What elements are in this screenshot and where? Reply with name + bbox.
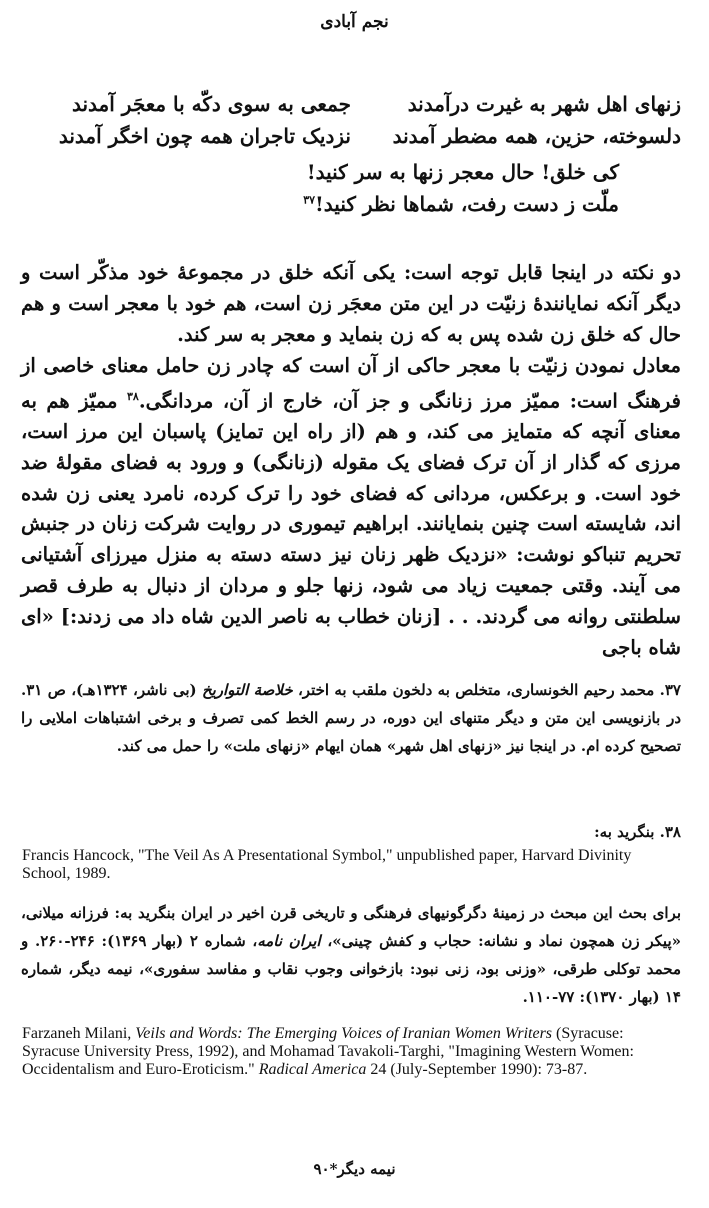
- poem-line-1: کی خلق! حال معجر زنها به سر کنید!: [306, 160, 619, 184]
- book-title: Veils and Words: The Emerging Voices of Iranian Women Writers: [135, 1025, 553, 1042]
- footnote-38-heading: ۳۸. بنگرید به:: [594, 823, 681, 841]
- body-text: ممیّز هم به معنای آنچه که متمایز می کند، و هم (از راه این تمایز) پاسبان این مرز است، مرزی که گذار از آن ترک فضای یک مقوله (زنانگی) و ورود به فضای مقولهٔ ضد خود است. و برعکس، مردانی که فضای خود را ترک کرده، نامرد یعنی زن شده اند، شایسته است چنین بنمایانند. ابراهیم تیموری در روایت شرکت زنان در جنبش تحریم تنباکو نوشت: «نزدیک ظهر زنان نیز دسته دسته به منزل میرزای آشتیانی می آیند. وقتی جمعیت زیاد می شود، زنها جلو و مردان از دنبال به طرف قصر سلطنتی روانه می گردند. . . [زنان خطاب به ناصر الدین شاه داد می زدند:] «ای شاه باجی: [21, 389, 681, 659]
- footnote-marker: ۳۷: [303, 193, 316, 207]
- footnote-text: ، شماره ۲ (بهار ۱۳۶۹): ۲۴۶-۲۶۰. و محمد توکلی طرقی، «وزنی بود، زنی نبود: بازخوانی وجوب نقاب و مفاسد سفوری»، نیمه دیگر، شماره ۱۴ (بهار ۱۳۷۰): ۷۷-۱۱۰.: [21, 932, 681, 1006]
- poem-couplet-2: [21, 124, 681, 158]
- footnote-text: ۳۷. محمد رحیم الخونساری، متخلص به دلخون ملقب به اختر،: [292, 681, 681, 699]
- footnote-text: (بی ناشر، ۱۳۲۴هـ)، ص ۳۱. در بازنویسی این متن و دیگر متنهای این دوره، در رسم الخط کمی تصرف و برخی اشتباهات املایی را تصحیح کرده ام. در اینجا نیز «زنهای اهل شهر» همان ایهام «زنهای ملت» را حمل می کند.: [21, 681, 681, 755]
- footnote-38-persian: [21, 899, 681, 1011]
- poem-line-2: [303, 192, 619, 216]
- footnote-text: برای بحث این مبحث در زمینهٔ دگرگونیهای فرهنگی و تاریخی قرن اخیر در ایران بنگرید به: فرزانه میلانی، «پیکر زن همچون نماد و نشانه: حجاب و کفش چینی»،: [21, 904, 681, 950]
- footnote-37: [21, 676, 681, 760]
- reference-text: Farzaneh Milani,: [22, 1025, 136, 1042]
- body-paragraph-2: [21, 351, 681, 663]
- poem-hemistich: زنهای اهل شهر به غیرت درآمدند: [407, 92, 681, 116]
- reference-milani: [22, 1025, 662, 1079]
- reference-text: 24 (July-September 1990): 73-87.: [366, 1061, 588, 1078]
- running-header: نجم آبادی: [320, 12, 389, 32]
- reference-text: (Syracuse: Syracuse University Press, 1992), and Mohamad Tavakoli-Targhi, "Imagining Western Women: Occidentalism and Euro-Eroticism.": [22, 1025, 634, 1078]
- poem-couplet-1: [21, 92, 681, 126]
- body-paragraph-1: دو نکته در اینجا قابل توجه است: یکی آنکه خلق در مجموعهٔ خود مذکّر است و دیگر آنکه نمایانندهٔ زنیّت در این متن معجَر زن است، هم خود با معجر است و هم حال که خلق زن شده پس به که زن بنماید و معجر به سر کند.: [21, 261, 681, 346]
- poem-hemistich: نزدیک تاجران همه چون اخگر آمدند: [58, 124, 351, 148]
- page-footer: نیمه دیگر*۹۰: [313, 1160, 396, 1178]
- reference-hancock: Francis Hancock, "The Veil As A Presentational Symbol," unpublished paper, Harvard Divinity School, 1989.: [22, 847, 632, 882]
- footnote-marker: ۳۸: [127, 389, 139, 403]
- journal-title: Radical America: [258, 1061, 367, 1078]
- journal-title: ایران نامه: [257, 932, 321, 950]
- poem-hemistich: جمعی به سوی دکّه با معجَر آمدند: [71, 92, 351, 116]
- body-text: معادل نمودن زنیّت با معجر حاکی از آن است که چادر زن حامل معنای خاصی از فرهنگ است: ممیّز مرز زنانگی و جز آن، خارج از آن، مردانگی.: [21, 354, 681, 413]
- book-title: خلاصة التواریخ: [201, 681, 293, 699]
- poem-hemistich: دلسوخته، حزین، همه مضطر آمدند: [392, 124, 681, 148]
- poem-line-text: ملّت ز دست رفت، شماها نظر کنید!: [315, 192, 619, 216]
